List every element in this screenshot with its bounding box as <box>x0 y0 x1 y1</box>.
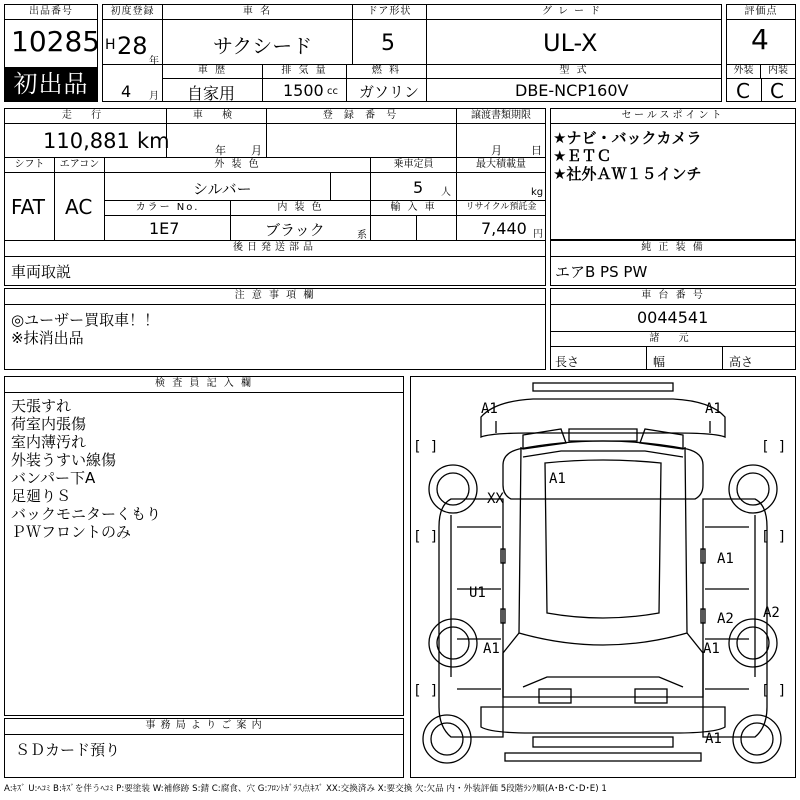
sales-point: ★社外ＡＷ１５インチ <box>553 165 702 183</box>
note-item: ◎ユーザー買取車！！ <box>11 311 160 329</box>
damage-mark: A1 <box>705 401 722 417</box>
transfer-day: 日 <box>531 144 542 157</box>
damage-mark: XX <box>487 491 504 507</box>
model: DBE-NCP160V <box>515 81 629 100</box>
office-label: 事 務 局 よ り ご 案 内 <box>5 719 403 735</box>
reg-year: 28 <box>117 32 148 60</box>
reg-label: 初度登録 <box>103 5 163 20</box>
ac: AC <box>65 195 93 219</box>
inspector-item: ＰＷフロントのみ <box>11 523 132 541</box>
color-cell <box>105 173 331 201</box>
door-cell <box>353 20 427 65</box>
later-parts-label: 後日発送部品 <box>5 241 545 257</box>
mileage: 110,881 <box>43 129 130 153</box>
first-listing-badge: 初出品 <box>5 67 97 101</box>
spec-label: 諸 元 <box>551 331 795 347</box>
displacement-label: 排 気 量 <box>263 65 347 79</box>
genuine-box <box>550 240 796 286</box>
regno-label: 登 録 番 号 <box>267 109 457 124</box>
inspection-cell <box>167 124 267 158</box>
damage-mark: A2 <box>717 611 734 627</box>
reg-year-unit: 年 <box>149 56 159 67</box>
chassis-number: 0044541 <box>637 308 709 327</box>
office-note: ＳＤカード預り <box>15 741 121 759</box>
top-info-box <box>102 4 722 102</box>
mileage-label: 走 行 <box>5 109 167 124</box>
car-name-cell <box>163 20 353 65</box>
color: シルバー <box>193 180 252 198</box>
insp-month: 月 <box>251 144 262 157</box>
bracket-mark: [ ] <box>413 439 439 455</box>
history-cell <box>163 79 263 101</box>
damage-mark: A2 <box>763 605 780 621</box>
model-cell <box>427 79 721 101</box>
door-label: ドア形状 <box>353 5 427 20</box>
spec-height: 高さ <box>729 355 754 369</box>
color-no: 1E7 <box>149 219 180 238</box>
inspector-item: 天張すれ <box>11 397 72 415</box>
capacity-label: 乗車定員 <box>371 158 457 173</box>
grade-cell <box>427 20 721 65</box>
sales-point: ★ナビ・バックカメラ <box>553 129 702 147</box>
import-cell-a <box>371 216 417 241</box>
transfer-month: 月 <box>491 144 502 157</box>
damage-mark: U1 <box>469 585 486 601</box>
regno-cell <box>267 124 457 158</box>
inspection-label: 車 検 <box>167 109 267 124</box>
bracket-mark: [ ] <box>761 439 787 455</box>
month-cell <box>103 65 163 101</box>
history: 自家用 <box>187 84 236 103</box>
score: 4 <box>751 23 769 56</box>
shift: FAT <box>11 195 46 219</box>
inspector-label: 検 査 員 記 入 欄 <box>5 377 403 393</box>
fuel-cell <box>347 79 427 101</box>
fuel: ガソリン <box>359 83 420 101</box>
notes-list <box>11 311 159 347</box>
int-color-cell <box>231 216 371 241</box>
transfer-cell <box>457 124 545 158</box>
chassis-box <box>550 288 796 370</box>
spec-width: 幅 <box>653 355 666 369</box>
sales-label: セールスポイント <box>551 109 795 124</box>
mid-info-box <box>4 108 546 286</box>
inspector-box <box>4 376 404 716</box>
inspector-item: 足廻りＳ <box>11 487 72 505</box>
grade: UL-X <box>543 29 598 57</box>
reg-month: 4 <box>121 82 132 101</box>
inspector-list <box>11 397 161 541</box>
doors: 5 <box>381 31 395 56</box>
note-item: ※抹消出品 <box>11 329 84 347</box>
car-name: サクシード <box>213 34 313 58</box>
sales-point: ★ＥＴＣ <box>553 147 612 165</box>
damage-mark: A1 <box>481 401 498 417</box>
damage-mark: A1 <box>483 641 500 657</box>
reg-month-unit: 月 <box>149 91 159 102</box>
score-label: 評価点 <box>727 5 795 20</box>
displacement: 1500 <box>283 81 324 100</box>
load-cell <box>457 173 545 201</box>
model-label: 型 式 <box>427 65 721 79</box>
capacity-cell <box>371 173 457 201</box>
recycle-label: リサイクル預託金 <box>457 201 545 216</box>
reg-era: H <box>105 37 116 53</box>
office-box <box>4 718 404 778</box>
genuine-equipment: エアB PS PW <box>555 263 648 281</box>
recycle-cell <box>457 216 545 241</box>
load-label: 最大積載量 <box>457 158 545 173</box>
notes-label: 注 意 事 項 欄 <box>5 289 545 305</box>
later-parts: 車両取説 <box>11 263 72 281</box>
bracket-mark: [ ] <box>761 529 787 545</box>
damage-mark: A1 <box>703 641 720 657</box>
lot-label: 出品番号 <box>5 5 97 20</box>
bracket-mark: [ ] <box>761 683 787 699</box>
spec-width-cell <box>647 347 723 369</box>
mileage-cell <box>5 124 170 158</box>
genuine-label: 純 正 装 備 <box>551 241 795 257</box>
sales-box <box>550 108 796 240</box>
car-name-label: 車 名 <box>163 5 353 20</box>
bracket-mark: [ ] <box>413 529 439 545</box>
load-unit: kg <box>531 187 544 198</box>
recycle: 7,440 <box>481 219 527 238</box>
ac-cell <box>55 173 105 241</box>
int-color-label: 内 装 色 <box>231 201 371 216</box>
insp-year: 年 <box>215 144 226 157</box>
damage-mark: A1 <box>549 471 566 487</box>
colorno-label: カラー No. <box>105 201 231 216</box>
int-color: ブラック <box>265 221 325 239</box>
inspector-item: バックモニターくもり <box>11 505 162 523</box>
inspector-item: バンパー下A <box>11 469 96 487</box>
damage-mark: A1 <box>705 731 722 747</box>
spec-length-cell <box>551 347 647 369</box>
int-label: 内装 <box>761 65 795 79</box>
car-diagram <box>411 377 795 777</box>
shift-label: シフト <box>5 158 55 173</box>
shift-cell <box>5 173 55 241</box>
sales-points <box>553 129 701 183</box>
transfer-label: 譲渡書類期限 <box>457 109 545 124</box>
lot-box <box>4 4 101 102</box>
capacity-unit: 人 <box>441 187 451 198</box>
displacement-cell <box>263 79 347 101</box>
bracket-mark: [ ] <box>413 683 439 699</box>
score-box <box>726 4 796 102</box>
ext-label: 外装 <box>727 65 761 79</box>
color-label: 外 装 色 <box>105 158 371 173</box>
lot-number: 10285 <box>11 25 101 58</box>
history-label: 車 歴 <box>163 65 263 79</box>
recycle-unit: 円 <box>533 229 543 240</box>
ext-grade: C <box>736 79 750 103</box>
color-extra-cell <box>331 173 371 201</box>
inspector-item: 室内薄汚れ <box>11 433 87 451</box>
inspector-item: 荷室内張傷 <box>11 415 87 433</box>
spec-length: 長さ <box>555 355 580 369</box>
legend: A:ｷｽﾞ U:ﾍｺﾐ B:ｷｽﾞを伴うﾍｺﾐ P:要塗装 W:補修跡 S:錆 C:腐食、穴 G:ﾌﾛﾝﾄｶﾞﾗｽ点ｷｽﾞ XX:交換済み X:要交換 欠:欠品 内・外装評価 5段階ﾗﾝｸ順(A･B･C･D･E) 1 <box>4 784 607 794</box>
ac-label: エアコン <box>55 158 105 173</box>
int-color-unit: 系 <box>357 230 367 241</box>
chassis-label: 車 台 番 号 <box>551 289 795 305</box>
reg-cell <box>103 20 163 65</box>
inspector-item: 外装うすい線傷 <box>11 451 117 469</box>
colorno-cell <box>105 216 231 241</box>
car-diagram-box <box>410 376 796 778</box>
int-grade: C <box>770 79 784 103</box>
grade-label: グレード <box>427 5 721 20</box>
displacement-unit: cc <box>327 86 338 97</box>
damage-mark: A1 <box>717 551 734 567</box>
capacity: 5 <box>413 178 424 197</box>
mileage-unit: km <box>137 129 170 153</box>
import-cell-b <box>417 216 457 241</box>
notes-box <box>4 288 546 370</box>
fuel-label: 燃 料 <box>347 65 427 79</box>
import-label: 輸 入 車 <box>371 201 457 216</box>
